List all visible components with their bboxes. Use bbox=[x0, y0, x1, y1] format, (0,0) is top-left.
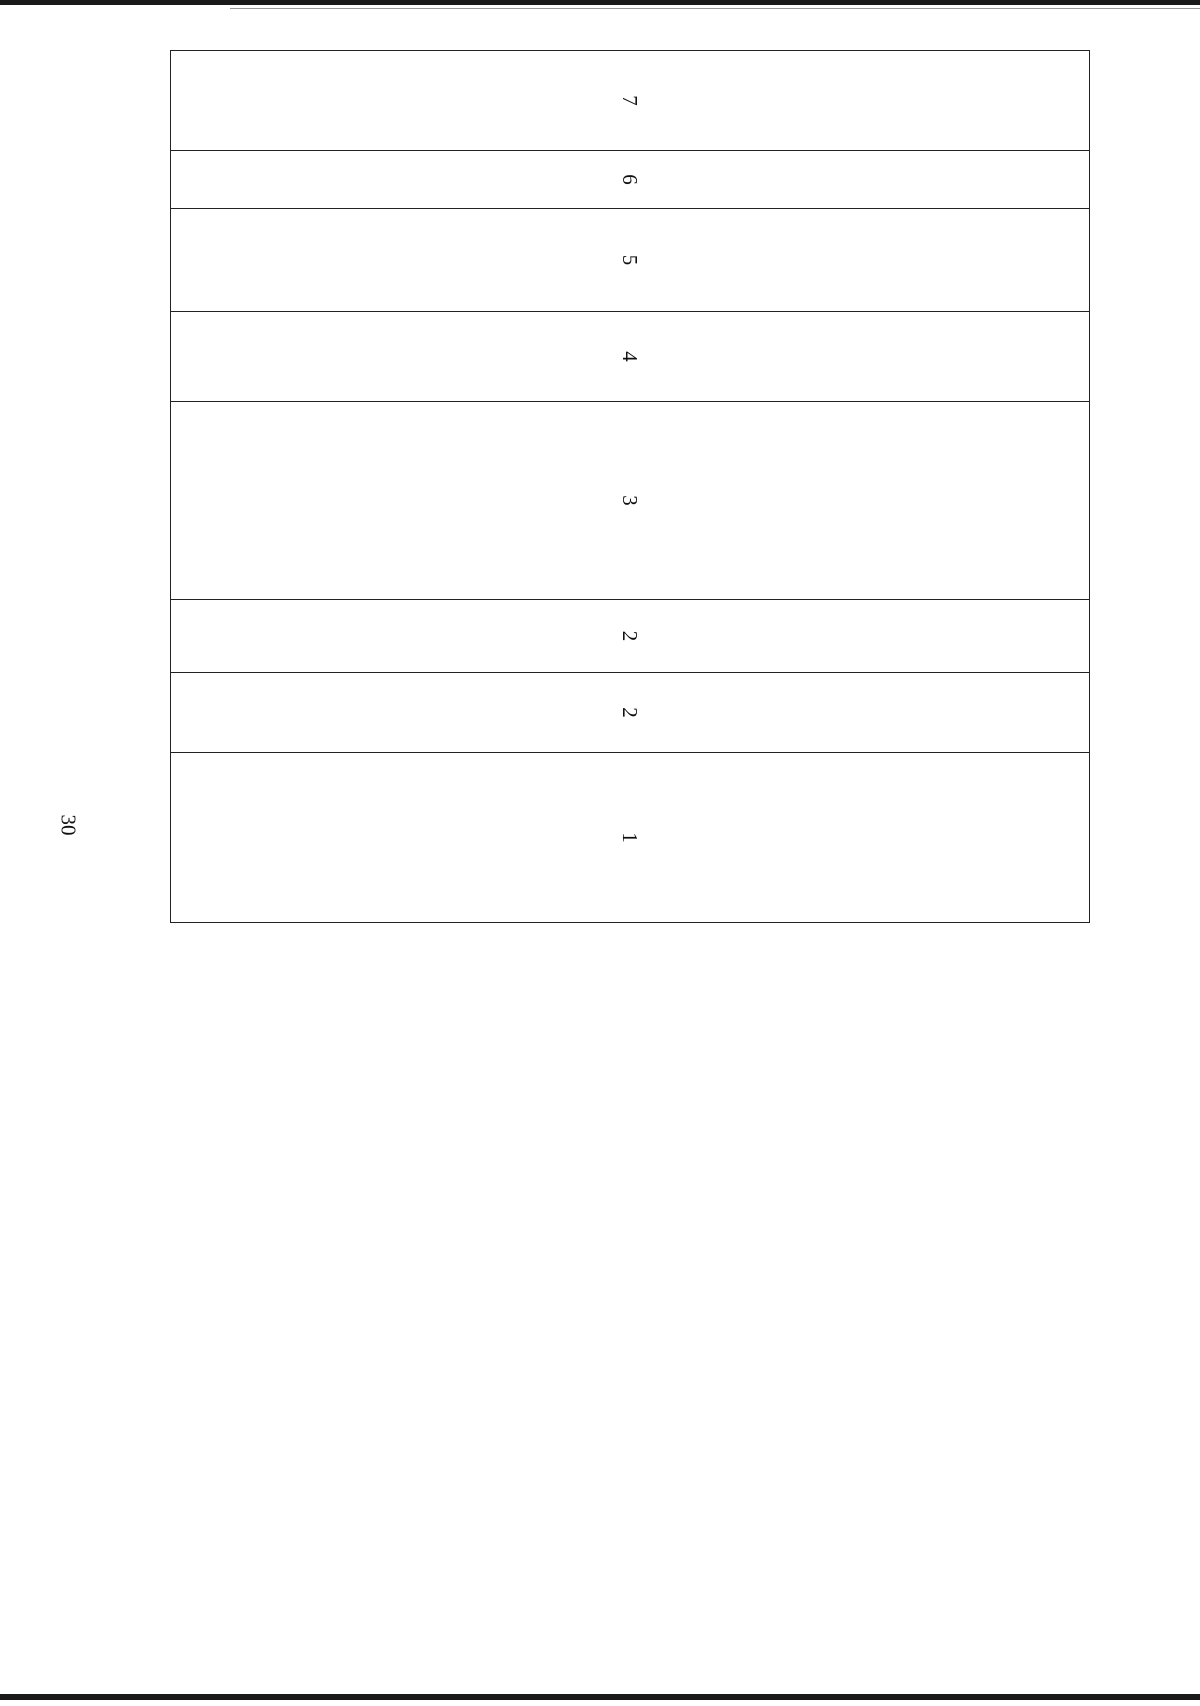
top-scan-edge bbox=[0, 0, 1200, 5]
column-number-1: 1 bbox=[171, 753, 1090, 923]
column-number-2-address: 2 bbox=[171, 600, 1090, 673]
column-number-3: 3 bbox=[171, 402, 1090, 600]
column-number-7: 7 bbox=[171, 51, 1090, 151]
column-number-row bbox=[171, 51, 1090, 1597]
top-scan-line bbox=[230, 8, 1200, 9]
column-number-5: 5 bbox=[171, 209, 1090, 312]
budget-activities-table bbox=[170, 50, 1090, 1597]
rotated-table-sheet bbox=[170, 50, 1090, 1596]
bottom-scan-edge bbox=[0, 1694, 1200, 1700]
column-number-4: 4 bbox=[171, 312, 1090, 402]
column-number-6: 6 bbox=[171, 151, 1090, 209]
page-number: 30 bbox=[56, 814, 81, 836]
column-number-2-action: 2 bbox=[171, 673, 1090, 753]
